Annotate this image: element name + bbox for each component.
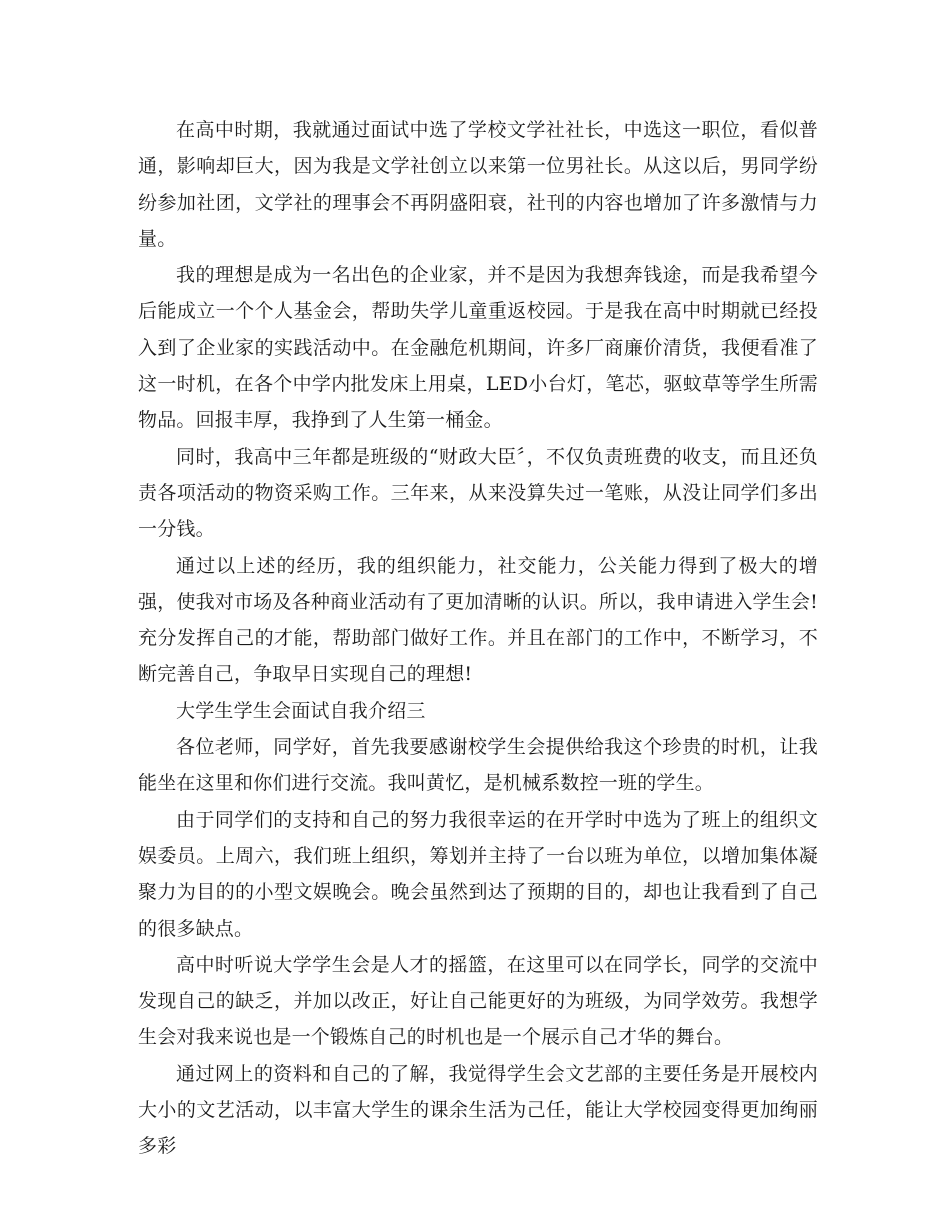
paragraph: 同时，我高中三年都是班级的“财政大臣〞，不仅负责班费的收支，而且还负责各项活动的物资采购工作。三年来，从来没算失过一笔账，从没让同学们多出一分钱。: [138, 445, 818, 541]
paragraph: 在高中时期，我就通过面试中选了学校文学社社长，中选这一职位，看似普通，影响却巨大，因为我是文学社创立以来第一位男社长。从这以后，男同学纷纷参加社团，文学社的理事会不再阴盛阳衰，社刊的内容也增加了许多激情与力量。: [138, 119, 818, 250]
document-body: [138, 112, 818, 1165]
paragraph: 通过以上述的经历，我的组织能力，社交能力，公关能力得到了极大的增强，使我对市场及各种商业活动有了更加清晰的认识。所以，我申请进入学生会!充分发挥自己的才能，帮助部门做好工作。并且在部门的工作中，不断学习，不断完善自己，争取早日实现自己的理想!: [138, 554, 818, 686]
paragraph: 由于同学们的支持和自己的努力我很幸运的在开学时中选为了班上的组织文娱委员。上周六，我们班上组织，筹划并主持了一台以班为单位，以增加集体凝聚力为目的的小型文娱晚会。晚会虽然到达了预期的目的，却也让我看到了自己的很多缺点。: [138, 808, 818, 940]
paragraph: 高中时听说大学学生会是人才的摇篮，在这里可以在同学长，同学的交流中发现自己的缺乏，并加以改正，好让自己能更好的为班级，为同学效劳。我想学生会对我来说也是一个锻炼自己的时机也是一个展示自己才华的舞台。: [138, 953, 818, 1049]
section-heading: 大学生学生会面试自我介绍三: [176, 699, 426, 722]
paragraph: 我的理想是成为一名出色的企业家，并不是因为我想奔钱途，而是我希望今后能成立一个个人基金会，帮助失学儿童重返校园。于是我在高中时期就已经投入到了企业家的实践活动中。在金融危机期间，许多厂商廉价清货，我便看准了这一时机，在各个中学内批发床上用桌，LED小台灯，笔芯，驱蚊草等学生所需物品。回报丰厚，我挣到了人生第一桶金。: [138, 264, 818, 432]
paragraph: 各位老师，同学好，首先我要感谢校学生会提供给我这个珍贵的时机，让我能坐在这里和你们进行交流。我叫黄忆，是机械系数控一班的学生。: [138, 736, 818, 795]
paragraph: 通过网上的资料和自己的了解，我觉得学生会文艺部的主要任务是开展校内大小的文艺活动，以丰富大学生的课余生活为己任，能让大学校园变得更加绚丽多彩: [138, 1062, 818, 1158]
